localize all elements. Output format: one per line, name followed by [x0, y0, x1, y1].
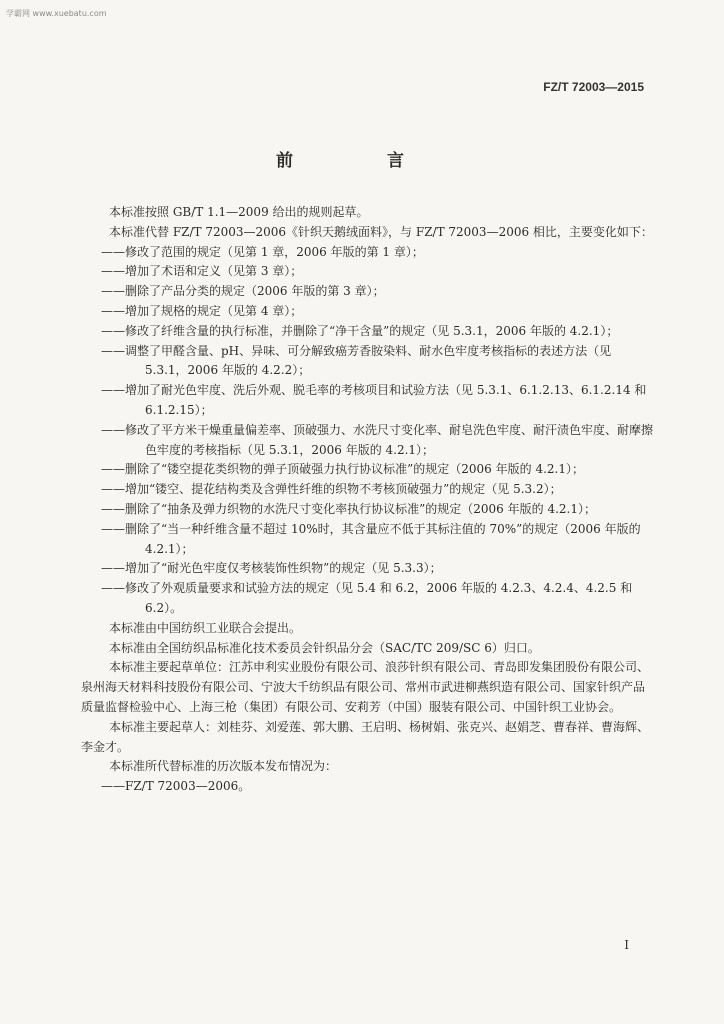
paragraph: 本标准由中国纺织工业联合会提出。	[109, 620, 302, 635]
change-item: ——删除了产品分类的规定（2006 年版的第 3 章）；	[101, 284, 385, 299]
standard-number: FZ/T 72003—2015	[543, 80, 644, 94]
paragraph: 本标准所代替标准的历次版本发布情况为：	[109, 759, 338, 774]
change-item: ——调整了甲醛含量、pH、异味、可分解致癌芳香胺染料、耐水色牢度考核指标的表述方法（见 5.3.1，2006 年版的 4.2.2）；	[101, 343, 612, 378]
paragraph: 本标准由全国纺织品标准化技术委员会针织品分会（SAC/TC 209/SC 6）归口。	[109, 640, 540, 655]
change-item: ——删除了“当一种纤维含量不超过 10%时，其含量应不低于其标注值的 70%”的规定（2006 年版的 4.2.1）；	[101, 521, 641, 556]
change-item: ——增加“镂空、提花结构类及含弹性纤维的织物不考核顶破强力”的规定（见 5.3.2）；	[101, 482, 562, 497]
change-item: ——删除了“抽条及弹力织物的水洗尺寸变化率执行协议标准”的规定（2006 年版的 4.2.1）；	[101, 501, 596, 516]
paragraph: 本标准按照 GB/T 1.1—2009 给出的规则起草。	[109, 205, 369, 219]
paragraph: 本标准代替 FZ/T 72003—2006《针织天鹅绒面料》，与 FZ/T 72003—2006 相比，主要变化如下：	[109, 224, 653, 239]
change-item: ——增加了规格的规定（见第 4 章）；	[101, 303, 303, 318]
foreword-body	[81, 203, 653, 797]
change-item: ——增加了耐光色牢度、洗后外观、脱毛率的考核项目和试验方法（见 5.3.1、6.1.2.13、6.1.2.14 和 6.1.2.15）；	[101, 383, 647, 417]
paragraph: 本标准主要起草人：刘桂芬、刘爱莲、郭大鹏、王启明、杨树娟、张克兴、赵娟芝、曹春祥、曹海辉、李金才。	[81, 719, 650, 754]
paragraph: 本标准主要起草单位：江苏申利实业股份有限公司、浪莎针织有限公司、青岛即发集团股份有限公司、泉州海天材料科技股份有限公司、宁波大千纺织品有限公司、常州市武进柳燕织造有限公司、国家针织产品质量监督检验中心、上海三枪（集团）有限公司、安莉芳（中国）服装有限公司、中国针织工业协会。	[81, 660, 650, 714]
watermark: 学霸网 www.xuebatu.com	[6, 9, 107, 18]
change-item: ——FZ/T 72003—2006。	[101, 779, 251, 794]
change-item: ——增加了术语和定义（见第 3 章）；	[101, 264, 303, 279]
page-title: 前 言	[276, 151, 448, 171]
change-item: ——修改了外观质量要求和试验方法的规定（见 5.4 和 6.2，2006 年版的 4.2.3、4.2.4、4.2.5 和 6.2）。	[101, 581, 633, 615]
change-item: ——增加了“耐光色牢度仅考核装饰性织物”的规定（见 5.3.3）；	[101, 561, 442, 576]
page-number: I	[624, 938, 629, 952]
change-item: ——修改了平方米干燥重量偏差率、顶破强力、水洗尺寸变化率、耐皂洗色牢度、耐汗渍色牢度、耐摩擦色牢度的考核指标（见 5.3.1，2006 年版的 4.2.1）；	[101, 422, 654, 457]
change-item: ——删除了“镂空提花类织物的弹子顶破强力执行协议标准”的规定（2006 年版的 4.2.1）；	[101, 462, 584, 477]
change-item: ——修改了范围的规定（见第 1 章，2006 年版的第 1 章）；	[101, 244, 424, 259]
change-item: ——修改了纤维含量的执行标准，并删除了“净干含量”的规定（见 5.3.1，2006 年版的 4.2.1）；	[101, 323, 619, 338]
